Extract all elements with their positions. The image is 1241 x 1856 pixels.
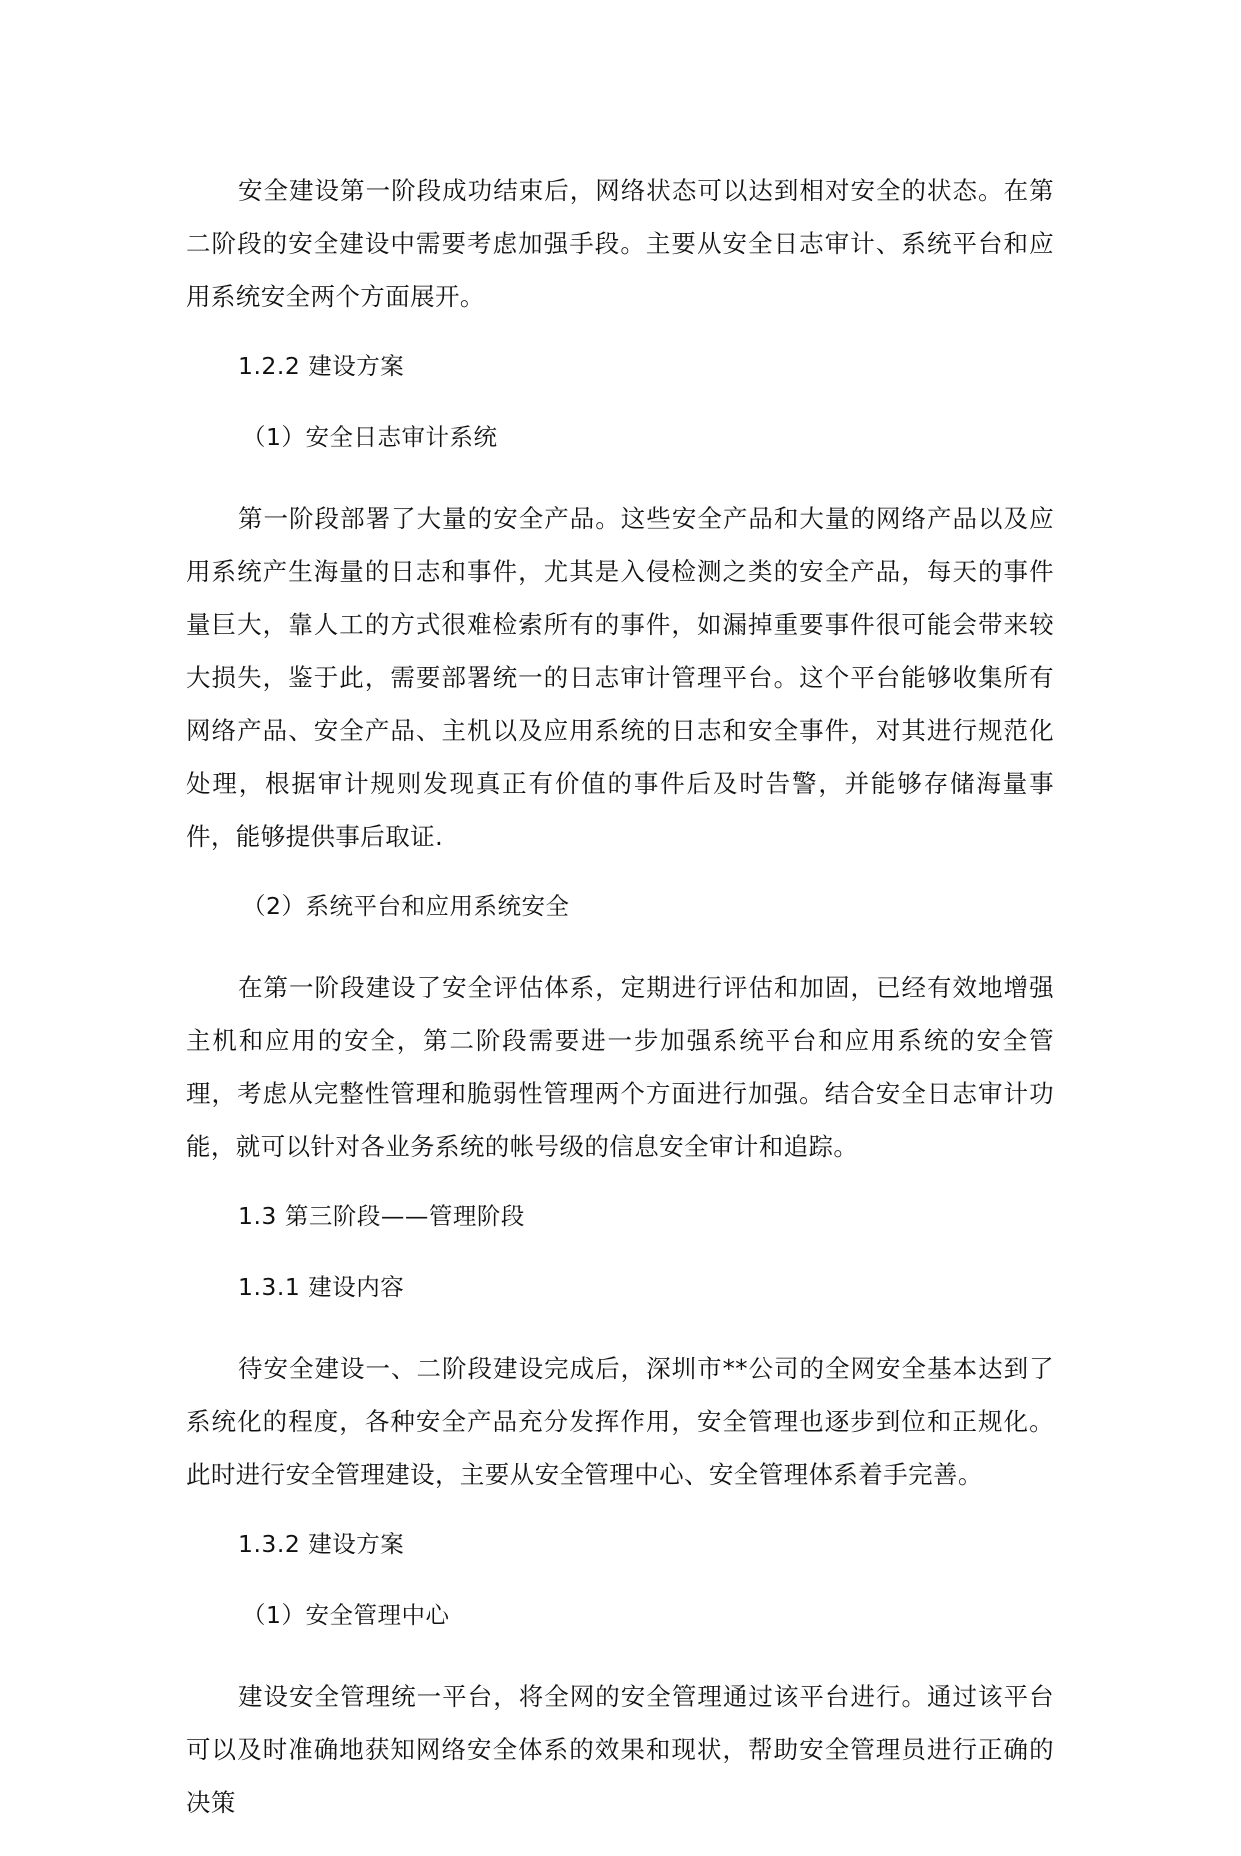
subsection-heading-log-audit: （1）安全日志审计系统 — [242, 423, 498, 451]
document-body — [186, 164, 1054, 1856]
section-heading-1-3-1: 1.3.1 建设内容 — [238, 1273, 405, 1301]
log-audit-paragraph: 第一阶段部署了大量的安全产品。这些安全产品和大量的网络产品以及应用系统产生海量的日志和事件，尤其是入侵检测之类的安全产品，每天的事件量巨大，靠人工的方式很难检索所有的事件，如漏掉重要事件很可能会带来较大损失，鉴于此，需要部署统一的日志审计管理平台。这个平台能够收集所有网络产品、安全产品、主机以及应用系统的日志和安全事件，对其进行规范化处理，根据审计规则发现真正有价值的事件后及时告警，并能够存储海量事件，能够提供事后取证. — [186, 504, 1054, 851]
platform-security-paragraph: 在第一阶段建设了安全评估体系，定期进行评估和加固，已经有效地增强主机和应用的安全，第二阶段需要进一步加强系统平台和应用系统的安全管理，考虑从完整性管理和脆弱性管理两个方面进行加强。结合安全日志审计功能，就可以针对各业务系统的帐号级的信息安全审计和追踪。 — [186, 973, 1054, 1161]
management-stage-paragraph: 待安全建设一、二阶段建设完成后，深圳市**公司的全网安全基本达到了系统化的程度，各种安全产品充分发挥作用，安全管理也逐步到位和正规化。此时进行安全管理建设，主要从安全管理中心、安全管理体系着手完善。 — [186, 1354, 1054, 1489]
section-heading-1-3: 1.3 第三阶段——管理阶段 — [238, 1202, 525, 1230]
intro-paragraph: 安全建设第一阶段成功结束后，网络状态可以达到相对安全的状态。在第二阶段的安全建设中需要考虑加强手段。主要从安全日志审计、系统平台和应用系统安全两个方面展开。 — [186, 176, 1054, 311]
section-heading-1-2-2: 1.2.2 建设方案 — [238, 352, 405, 380]
subsection-heading-management-center: （1）安全管理中心 — [242, 1601, 450, 1629]
subsection-heading-platform-security: （2）系统平台和应用系统安全 — [242, 892, 570, 920]
section-heading-1-3-2: 1.3.2 建设方案 — [238, 1530, 405, 1558]
management-center-paragraph: 建设安全管理统一平台，将全网的安全管理通过该平台进行。通过该平台可以及时准确地获知网络安全体系的效果和现状，帮助安全管理员进行正确的决策 — [186, 1682, 1054, 1817]
